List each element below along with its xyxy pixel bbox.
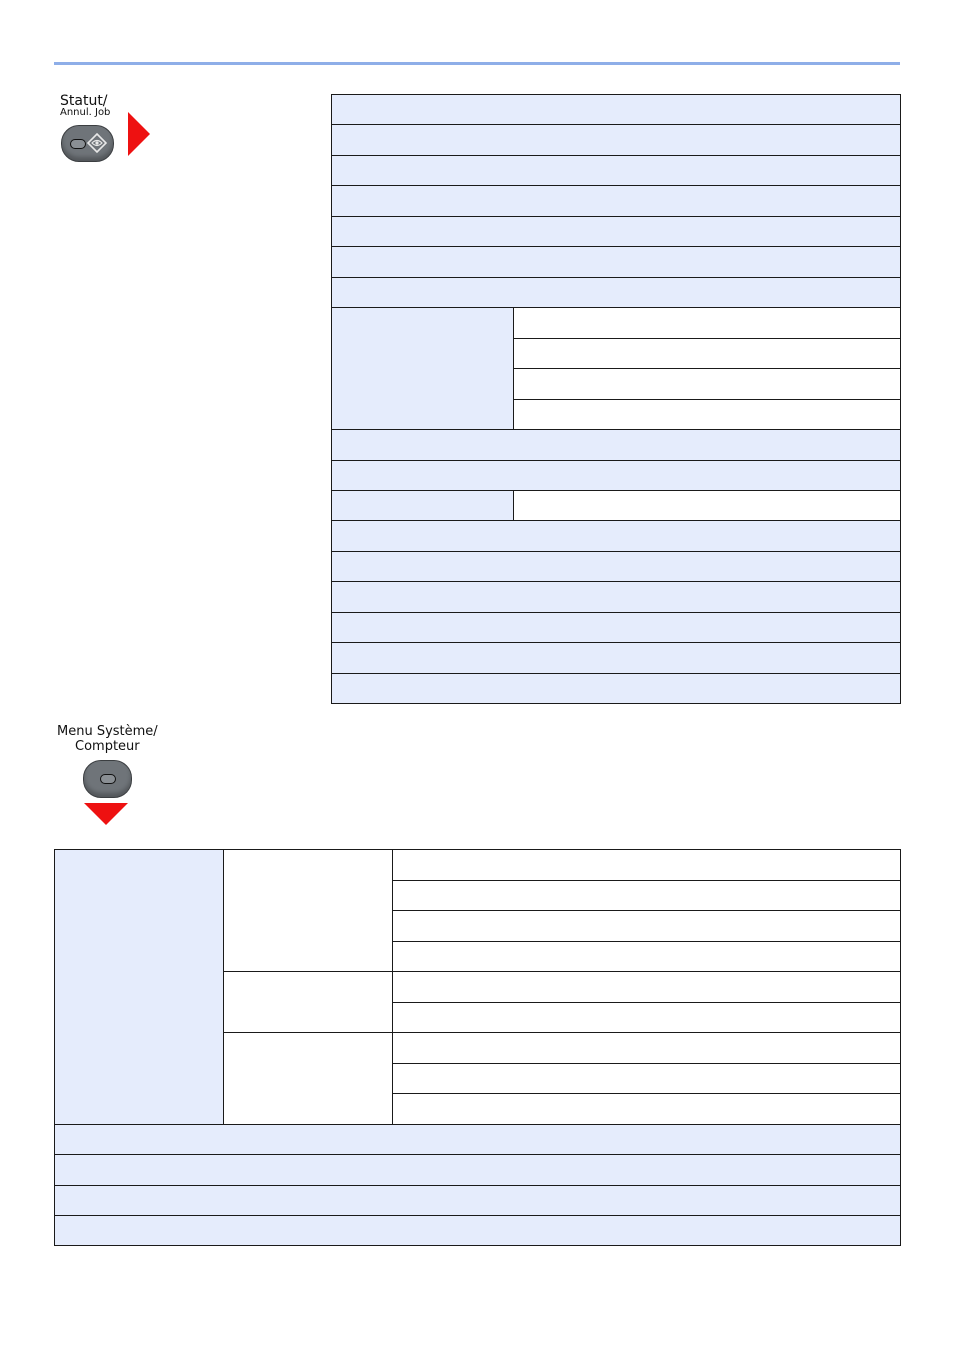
sub-row xyxy=(513,490,901,521)
sub-row xyxy=(392,849,901,881)
header-rule xyxy=(54,62,900,65)
table-row xyxy=(54,1185,901,1216)
table-row xyxy=(331,551,901,582)
table-row xyxy=(331,429,901,461)
annul-job-label: Annul. Job xyxy=(60,107,111,118)
table-row xyxy=(331,94,901,125)
sub-row xyxy=(513,338,901,369)
table-row xyxy=(331,124,901,156)
sub-row xyxy=(513,399,901,430)
table-row xyxy=(54,1124,901,1155)
table-row xyxy=(331,155,901,186)
compteur-label: Compteur xyxy=(75,739,140,754)
system-menu-key[interactable] xyxy=(83,760,132,798)
table-row xyxy=(54,1215,901,1246)
group-cell xyxy=(54,849,224,1125)
group-cell xyxy=(331,307,514,430)
sub-row xyxy=(392,1093,901,1125)
indicator-led-icon xyxy=(100,774,116,784)
table-row xyxy=(331,216,901,247)
table-row xyxy=(331,673,901,704)
table-row xyxy=(331,185,901,217)
table-row xyxy=(331,520,901,552)
sub-row xyxy=(513,307,901,339)
sub-row xyxy=(392,880,901,911)
menu-systeme-label: Menu Système/ xyxy=(57,724,158,739)
table-row xyxy=(331,277,901,308)
sub-row xyxy=(392,1002,901,1033)
sub-row xyxy=(392,1032,901,1064)
sub-group-cell xyxy=(223,1032,393,1125)
sub-row xyxy=(392,1063,901,1094)
table-row xyxy=(331,642,901,674)
arrow-right-icon xyxy=(128,112,150,156)
table-row xyxy=(331,246,901,278)
sub-row xyxy=(513,368,901,400)
start-diamond-icon xyxy=(87,133,107,153)
table-row xyxy=(331,460,901,491)
status-cancel-key[interactable] xyxy=(61,125,114,162)
group-cell xyxy=(331,490,514,521)
indicator-led-icon xyxy=(70,139,86,149)
sub-group-cell xyxy=(223,849,393,972)
table-row xyxy=(331,612,901,643)
arrow-down-icon xyxy=(84,803,128,825)
sub-group-cell xyxy=(223,971,393,1033)
sub-row xyxy=(392,971,901,1003)
sub-row xyxy=(392,941,901,972)
sub-row xyxy=(392,910,901,942)
statut-label: Statut/ xyxy=(60,93,108,109)
table-row xyxy=(331,581,901,613)
table-row xyxy=(54,1154,901,1186)
